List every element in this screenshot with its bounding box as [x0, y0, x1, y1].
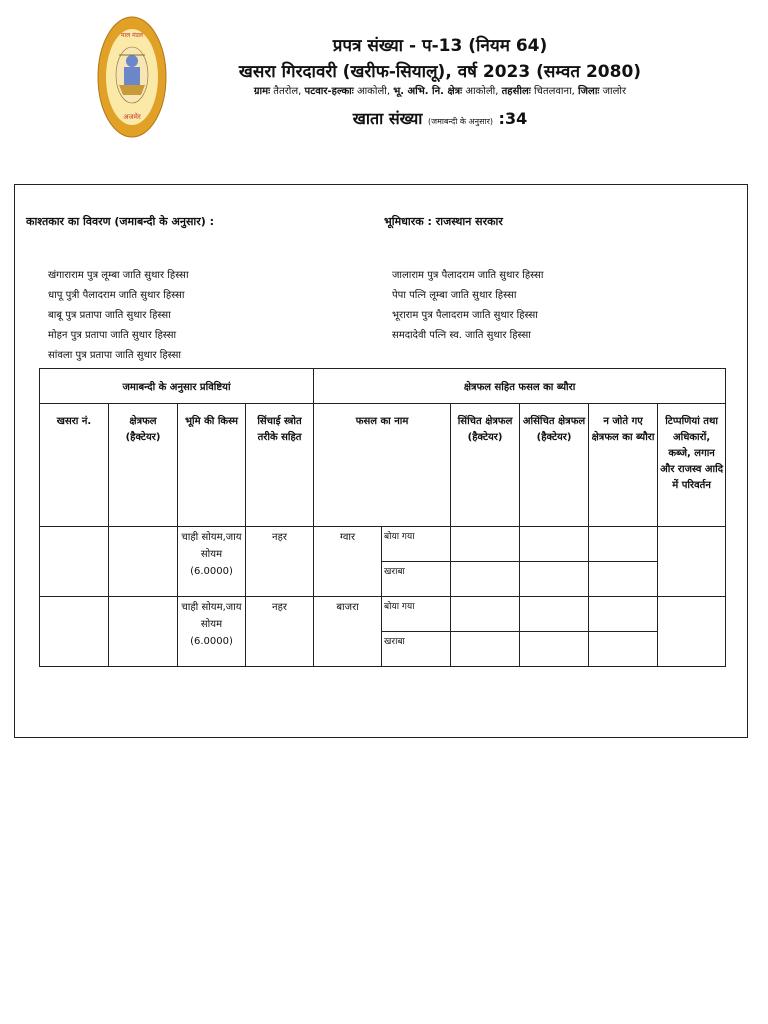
- tehsil-label: तहसीलः: [501, 86, 531, 97]
- list-item: सांवला पुत्र प्रतापा जाति सुथार हिस्सा: [48, 350, 181, 361]
- col-irrigation: सिंचाई स्त्रोत तरीके सहित: [246, 404, 314, 527]
- svg-text:अजमेर: अजमेर: [123, 113, 141, 121]
- sown-label: बोया गया: [382, 597, 451, 632]
- list-item: मोहन पुत्र प्रतापा जाति सुथार हिस्सा: [48, 330, 177, 341]
- land-type-line: सोयम: [200, 619, 223, 630]
- list-item: खंगाराराम पुत्र लूम्बा जाति सुथार हिस्सा: [48, 270, 189, 281]
- irrigation-cell: नहर: [246, 597, 314, 667]
- patwar-label: पटवार-हल्काः: [304, 86, 354, 97]
- cultivator-list-right: [392, 266, 544, 346]
- group-header-crop-details: क्षेत्रफल सहित फसल का ब्यौरा: [314, 369, 726, 404]
- khata-number: [180, 107, 700, 129]
- khata-value: :34: [498, 109, 528, 128]
- col-khasra: खसरा नं.: [40, 404, 109, 527]
- damaged-label: खराबा: [382, 632, 451, 667]
- crop-cell: ग्वार: [314, 527, 382, 597]
- col-uncultivated: न जोते गए क्षेत्रफल का ब्यौरा: [589, 404, 658, 527]
- khata-label: खाता संख्या: [352, 109, 423, 128]
- irrigated-area-cell: [451, 527, 520, 562]
- list-item: भूराराम पुत्र पैलादराम जाति सुथार हिस्सा: [392, 310, 538, 321]
- cultivator-details-title: काश्तकार का विवरण (जमाबन्दी के अनुसार) :: [26, 215, 214, 228]
- girdawari-table: [39, 368, 726, 667]
- col-remarks: टिप्पणियां तथा अधिकारों, कब्जे, लगान और राजस्व आदि में परिवर्तन: [658, 404, 726, 527]
- land-type-cell: [178, 527, 246, 597]
- damaged-label: खराबा: [382, 562, 451, 597]
- revenue-board-seal: [97, 15, 167, 139]
- col-irrigated-area: सिंचित क्षेत्रफल (हैक्टेयर): [451, 404, 520, 527]
- tehsil-value: चितलवाना,: [533, 86, 575, 97]
- list-item: समदादेवी पत्नि स्व. जाति सुथार हिस्सा: [392, 330, 531, 341]
- land-type-line: सोयम: [200, 549, 223, 560]
- form-title: खसरा गिरदावरी (खरीफ-सियालू), वर्ष 2023 (सम्वत 2080): [238, 62, 642, 82]
- unirrigated-area-cell: [520, 562, 589, 597]
- land-type-line: चाही सोयम,जाय: [181, 532, 242, 543]
- khata-note: (जमाबन्दी के अनुसार): [428, 117, 493, 126]
- gram-value: तैतरोल,: [273, 86, 302, 97]
- khasra-cell: [40, 527, 109, 597]
- col-land-type: भूमि की किस्म: [178, 404, 246, 527]
- col-crop-name: फसल का नाम: [314, 404, 451, 527]
- unirrigated-area-cell: [520, 632, 589, 667]
- list-item: पेपा पत्नि लूम्बा जाति सुथार हिस्सा: [392, 290, 517, 301]
- location-line: [180, 83, 700, 97]
- land-type-area: (6.0000): [190, 566, 233, 577]
- table-row: [40, 527, 726, 562]
- list-item: बाबू पुत्र प्रतापा जाति सुथार हिस्सा: [48, 310, 171, 321]
- area-cell: [109, 527, 178, 597]
- land-type-area: (6.0000): [190, 636, 233, 647]
- table-row: [40, 597, 726, 632]
- uncultivated-cell: [589, 597, 658, 632]
- uncultivated-cell: [589, 562, 658, 597]
- remarks-cell: [658, 527, 726, 597]
- sown-label: बोया गया: [382, 527, 451, 562]
- uncultivated-cell: [589, 632, 658, 667]
- khasra-cell: [40, 597, 109, 667]
- col-area: क्षेत्रफल (हैक्टेयर): [109, 404, 178, 527]
- irrigated-area-cell: [451, 562, 520, 597]
- bhu-label: भू. अभि. नि. क्षेत्रः: [393, 86, 463, 97]
- uncultivated-cell: [589, 527, 658, 562]
- patwar-value: आकोली,: [356, 86, 390, 97]
- area-cell: [109, 597, 178, 667]
- irrigated-area-cell: [451, 632, 520, 667]
- crop-cell: बाजरा: [314, 597, 382, 667]
- svg-text:माल मंडल: माल मंडल: [121, 32, 143, 39]
- gram-label: ग्रामः: [253, 86, 271, 97]
- landholder-title: भूमिधारक : राजस्थान सरकार: [384, 215, 503, 228]
- bhu-value: आकोली,: [465, 86, 499, 97]
- form-number: प्रपत्र संख्या - प-13 (नियम 64): [332, 36, 548, 56]
- unirrigated-area-cell: [520, 597, 589, 632]
- land-type-line: चाही सोयम,जाय: [181, 602, 242, 613]
- cultivator-list-left: [48, 266, 189, 366]
- land-type-cell: [178, 597, 246, 667]
- col-unirrigated-area: असिंचित क्षेत्रफल (हैक्टेयर): [520, 404, 589, 527]
- irrigation-cell: नहर: [246, 527, 314, 597]
- jila-value: जालोर: [602, 86, 627, 97]
- group-header-entries: जमाबन्दी के अनुसार प्रविष्टियां: [40, 369, 314, 404]
- unirrigated-area-cell: [520, 527, 589, 562]
- irrigated-area-cell: [451, 597, 520, 632]
- remarks-cell: [658, 597, 726, 667]
- list-item: जालाराम पुत्र पैलादराम जाति सुथार हिस्सा: [392, 270, 544, 281]
- jila-label: जिलाः: [578, 86, 600, 97]
- list-item: धापू पुत्री पैलादराम जाति सुथार हिस्सा: [48, 290, 185, 301]
